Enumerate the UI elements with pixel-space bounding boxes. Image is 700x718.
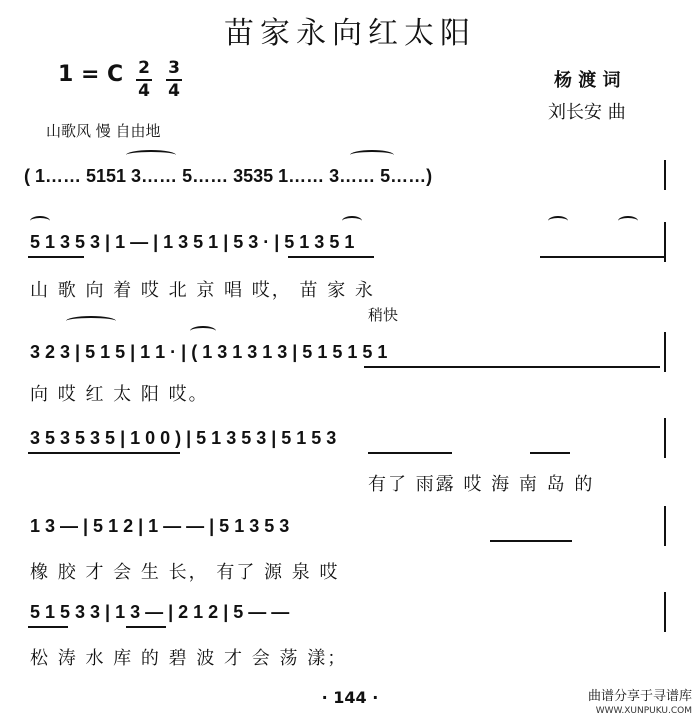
- slur: [30, 216, 50, 226]
- beam: [540, 256, 666, 258]
- tempo-marking: 山歌风 慢 自由地: [46, 122, 161, 140]
- slur: [66, 316, 116, 326]
- time-num: 3: [168, 58, 180, 78]
- slur: [350, 150, 394, 160]
- watermark: [588, 690, 692, 718]
- beam: [126, 626, 166, 628]
- notation-row-1: 5 1 3 5 3 | 1 — | 1 3 5 1 | 5 3 · | 5 1 3 5 1: [30, 232, 355, 252]
- beam: [368, 452, 452, 454]
- time-signature-2-4: [136, 60, 152, 100]
- page-number: · 144 ·: [321, 688, 379, 707]
- composer: 刘长安 曲: [548, 102, 626, 123]
- beam: [28, 626, 68, 628]
- barline: [664, 160, 666, 190]
- time-den: 4: [138, 81, 150, 101]
- watermark-text: 曲谱分享于寻谱库: [587, 689, 692, 704]
- notation-row-5: 5 1 5 3 3 | 1 3 — | 2 1 2 | 5 — —: [30, 602, 290, 622]
- lyricist: 杨 渡 词: [554, 70, 621, 91]
- watermark-url: WWW.XUNPUKU.COM: [595, 706, 692, 716]
- barline: [664, 418, 666, 458]
- tempo-marking-2: 稍快: [368, 306, 399, 324]
- barline: [664, 592, 666, 632]
- beam: [530, 452, 570, 454]
- notation-row-4: 1 3 — | 5 1 2 | 1 — — | 5 1 3 5 3: [30, 516, 290, 536]
- barline: [664, 332, 666, 372]
- song-title: 苗家永向红太阳: [224, 16, 476, 51]
- slur: [548, 216, 568, 226]
- intro-line: ( 1…… 5151 3…… 5…… 3535 1…… 3…… 5……): [24, 166, 433, 186]
- beam: [364, 366, 660, 368]
- slur: [190, 326, 216, 336]
- lyrics-row-3: 有了 雨露 哎 海 南 岛 的: [368, 474, 595, 495]
- slur: [126, 150, 176, 160]
- time-num: 2: [138, 58, 150, 78]
- time-signature-3-4: [166, 60, 182, 100]
- notation-row-3: 3 5 3 5 3 5 | 1 0 0 ) | 5 1 3 5 3 | 5 1 5 3: [30, 428, 337, 448]
- lyrics-row-1: 山 歌 向 着 哎 北 京 唱 哎， 苗 家 永: [30, 280, 375, 301]
- key-signature: 1 = C: [58, 62, 124, 87]
- beam: [288, 256, 374, 258]
- beam: [28, 256, 84, 258]
- lyrics-row-2: 向 哎 红 太 阳 哎。: [30, 384, 209, 405]
- beam: [28, 452, 180, 454]
- barline: [664, 506, 666, 546]
- notation-row-2: 3 2 3 | 5 1 5 | 1 1 · | ( 1 3 1 3 1 3 | 5 1 5 1 5 1: [30, 342, 388, 362]
- time-den: 4: [168, 81, 180, 101]
- beam: [490, 540, 572, 542]
- barline: [664, 222, 666, 262]
- slur: [618, 216, 638, 226]
- lyrics-row-4: 橡 胶 才 会 生 长， 有了 源 泉 哎: [30, 562, 340, 583]
- slur: [342, 216, 362, 226]
- lyrics-row-5: 松 涛 水 库 的 碧 波 才 会 荡 漾；: [30, 648, 348, 669]
